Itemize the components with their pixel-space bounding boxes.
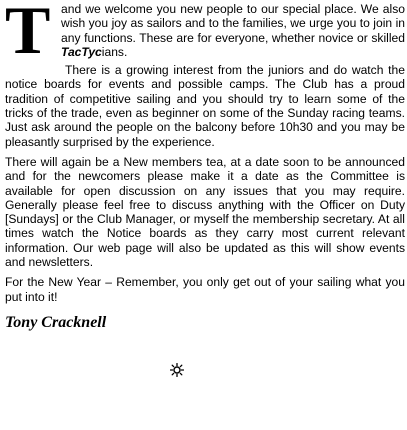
signature: Tony Cracknell xyxy=(5,313,107,331)
paragraph-juniors: There is a growing interest from the juniors and do watch the notice boards for events and possible camps. The Club has a proud tradition of competitive sailing and you should try to learn some of the tricks of the trade, even as beginner on some of the Sunday racing teams. Just ask around the people on the balcony before 10h30 and you may be pleasantly surprised by the experience. xyxy=(5,63,405,149)
sun-icon xyxy=(170,363,184,377)
paragraph-intro xyxy=(5,2,405,59)
paragraph-new-members: There will again be a New members tea, at a date soon to be announced and for the newcomers please make it a date as the Committee is available for open discussion on any issues that you may require. Generally please feel free to discuss anything with the Officer on Duty [Sundays] or the Club Manager, or myself the membership secretary. At all times watch the Notice boards as they carry most current relevant information. Our web page will also be updated as this will show events and newsletters. xyxy=(5,154,405,270)
brand-tactyc: TacTyc xyxy=(61,44,102,59)
article xyxy=(5,2,405,332)
intro-text: and we welcome you new people to our special place. We also wish you joy as sailors and to the families, we urge you to join in any functions. These are for everyone, whether novice or skilled xyxy=(61,2,405,45)
drop-cap: T xyxy=(5,4,51,58)
paragraph-new-year: For the New Year – Remember, you only get out of your sailing what you put into it! xyxy=(5,275,405,304)
brand-suffix: ians. xyxy=(101,44,128,59)
club-brand-name xyxy=(61,45,102,59)
